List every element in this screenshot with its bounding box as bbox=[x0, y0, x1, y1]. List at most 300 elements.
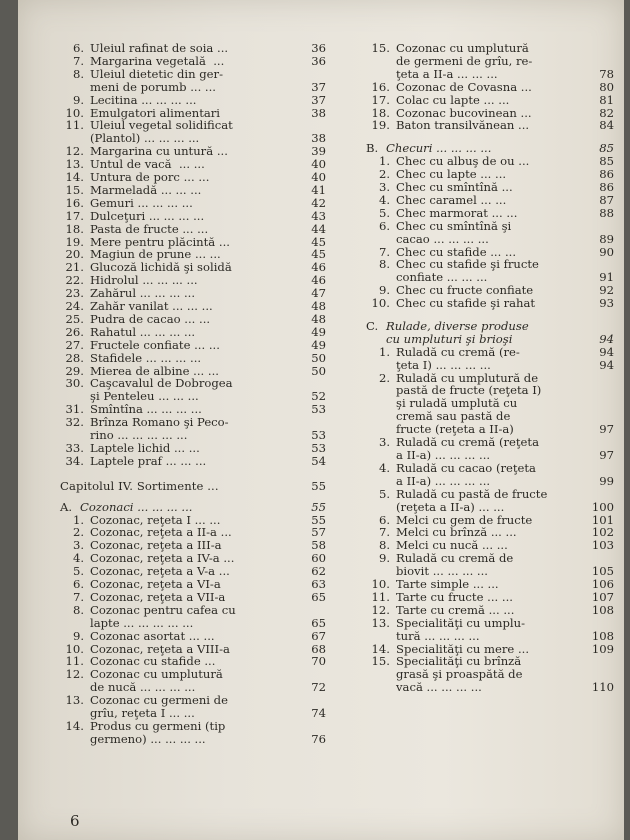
toc-entry bbox=[60, 223, 338, 236]
toc-entry-text: Smîntîna ... ... ... ... bbox=[90, 402, 202, 417]
toc-page-number: 108 bbox=[591, 628, 614, 643]
toc-page-number: 46 bbox=[311, 260, 326, 275]
toc-page-number: 74 bbox=[311, 705, 326, 720]
toc-entry-text: Cozonac, reţeta a III-a bbox=[90, 538, 222, 553]
toc-entry-number: C. bbox=[366, 319, 379, 333]
toc-entry-number: 10. bbox=[65, 641, 84, 656]
toc-entry-number: 2. bbox=[72, 525, 84, 540]
toc-page-number: 49 bbox=[311, 337, 326, 352]
toc-entry-number: 7. bbox=[378, 244, 390, 259]
toc-entry bbox=[366, 258, 616, 284]
toc-entry-number: A. bbox=[60, 499, 73, 514]
toc-entry-text: Specialităţi cu umplu- bbox=[396, 615, 525, 630]
toc-page-number: 82 bbox=[599, 105, 614, 120]
toc-page-number: 105 bbox=[591, 564, 614, 579]
toc-page-number: 36 bbox=[311, 53, 326, 68]
toc-entry-text: Gemuri ... ... ... ... bbox=[90, 195, 193, 210]
toc-entry-text: Mere pentru plăcintă ... bbox=[90, 234, 230, 249]
toc-entry-text: de nucă ... ... ... ... bbox=[90, 680, 196, 695]
toc-entry-text: tură ... ... ... ... bbox=[396, 628, 480, 643]
toc-page-number: 102 bbox=[591, 525, 614, 540]
toc-entry-number: 5. bbox=[378, 486, 390, 501]
toc-entry bbox=[366, 578, 616, 591]
toc-entry-text: Chec cu stafide şi rahat bbox=[396, 296, 536, 311]
toc-entry bbox=[60, 42, 338, 55]
toc-entry-text: Glucoză lichidă şi solidă bbox=[90, 260, 232, 275]
toc-entry-text: Hidrolul ... ... ... ... bbox=[90, 273, 198, 288]
toc-entry-number: 26. bbox=[65, 324, 84, 339]
toc-entry-text: Chec cu stafide ... ... bbox=[396, 244, 517, 259]
toc-page-number: 53 bbox=[311, 440, 326, 455]
toc-entry-number: 16. bbox=[65, 195, 84, 210]
toc-entry-number: 12. bbox=[371, 602, 390, 617]
toc-page-number: 68 bbox=[311, 641, 326, 656]
toc-entry-text: Uleiul dietetic din ger- bbox=[90, 66, 223, 81]
toc-entry-number: 10. bbox=[65, 105, 84, 120]
toc-entry-text: Cozonac asortat ... ... bbox=[90, 628, 215, 643]
toc-entry-text: Cozonac cu stafide ... bbox=[90, 654, 216, 669]
toc-page-number: 108 bbox=[591, 602, 614, 617]
toc-entry bbox=[60, 591, 338, 604]
toc-entry-number: 20. bbox=[65, 247, 84, 262]
toc-entry-text: Stafidele ... ... ... ... bbox=[90, 350, 202, 365]
toc-entry-text: Chec cu fructe confiate bbox=[396, 283, 534, 298]
toc-entry-text: Zahăr vanilat ... ... ... bbox=[90, 299, 213, 313]
toc-entry-text: Cozonac, reţeta a VIII-a bbox=[90, 641, 230, 656]
toc-page-number: 97 bbox=[599, 422, 614, 437]
toc-entry-text: Laptele lichid ... ... bbox=[90, 440, 200, 455]
toc-page-number: 41 bbox=[311, 182, 326, 197]
toc-entry-text: Produs cu germeni (tip bbox=[90, 718, 226, 733]
toc-page-number: 40 bbox=[311, 170, 326, 184]
toc-entry-number: 21. bbox=[65, 260, 84, 275]
toc-entry bbox=[366, 207, 616, 220]
toc-entry bbox=[366, 591, 616, 604]
toc-entry-number: 8. bbox=[378, 538, 390, 553]
toc-chapter-heading bbox=[60, 480, 338, 493]
toc-entry-text: ţeta a II-a ... ... ... bbox=[396, 66, 498, 81]
toc-page-number: 84 bbox=[599, 118, 614, 133]
toc-entry-text: Laptele praf ... ... ... bbox=[90, 453, 207, 468]
toc-page-number: 47 bbox=[311, 286, 326, 301]
toc-entry bbox=[366, 604, 616, 617]
toc-entry-text: Uleiul rafinat de soia ... bbox=[90, 41, 229, 55]
toc-page-number: 109 bbox=[591, 641, 614, 656]
toc-entry-number: 3. bbox=[72, 538, 84, 553]
toc-entry bbox=[60, 68, 338, 94]
toc-entry-text: Melci cu nucă ... ... bbox=[396, 538, 508, 553]
toc-page-number: 63 bbox=[311, 577, 326, 591]
toc-section-heading bbox=[60, 501, 338, 514]
toc-entry-text: Margarina vegetală ... bbox=[90, 53, 225, 68]
toc-page-number: 89 bbox=[599, 231, 614, 246]
toc-entry bbox=[60, 377, 338, 403]
toc-entry-number: 9. bbox=[72, 92, 84, 107]
toc-page-number: 49 bbox=[311, 324, 326, 339]
toc-entry-number: 17. bbox=[371, 92, 390, 107]
toc-entry-text: Tarte simple ... ... bbox=[396, 577, 499, 591]
toc-entry-text: Ruladă cu cacao (reţeta bbox=[396, 460, 536, 475]
toc-page-number: 48 bbox=[311, 311, 326, 326]
toc-entry-number: 14. bbox=[371, 641, 390, 656]
toc-page-number: 76 bbox=[311, 731, 326, 746]
toc-entry bbox=[366, 220, 616, 246]
toc-entry-text: Chec cu lapte ... ... bbox=[396, 167, 507, 182]
toc-entry-text: Ruladă cu pastă de fructe bbox=[396, 486, 548, 501]
toc-entry-text: de germeni de grîu, re- bbox=[396, 53, 533, 68]
toc-entry bbox=[366, 488, 616, 514]
toc-entry bbox=[366, 94, 616, 107]
toc-entry-number: 8. bbox=[72, 602, 84, 617]
toc-page-number: 103 bbox=[591, 538, 614, 553]
toc-entry-text: Ruladă cu umplutură de bbox=[396, 370, 539, 385]
toc-entry-number: 7. bbox=[72, 53, 84, 68]
toc-entry-number: 9. bbox=[378, 283, 390, 298]
toc-entry-number: 6. bbox=[378, 512, 390, 527]
toc-page-number: 60 bbox=[311, 551, 326, 566]
toc-entry-text: Mierea de albine ... ... bbox=[90, 363, 219, 378]
toc-page-number: 65 bbox=[311, 615, 326, 630]
toc-page-number: 39 bbox=[311, 144, 326, 159]
toc-page-number: 48 bbox=[311, 299, 326, 313]
toc-entry-number: 15. bbox=[371, 654, 390, 669]
toc-entry-text: Untura de porc ... ... bbox=[90, 170, 210, 184]
toc-page-number: 53 bbox=[311, 427, 326, 442]
toc-page-number: 80 bbox=[599, 79, 614, 94]
toc-entry-text: pastă de fructe (reţeta I) bbox=[396, 383, 542, 398]
toc-entry-number: 29. bbox=[65, 363, 84, 378]
toc-entry bbox=[366, 194, 616, 207]
toc-entry-number: 4. bbox=[378, 460, 390, 475]
toc-page-number: 40 bbox=[311, 157, 326, 172]
toc-entry-number: 11. bbox=[65, 118, 84, 133]
toc-entry-text: Pudra de cacao ... ... bbox=[90, 311, 211, 326]
toc-entry-number: 8. bbox=[378, 257, 390, 272]
toc-entry-text: Pasta de fructe ... ... bbox=[90, 221, 209, 236]
toc-page-number: 43 bbox=[311, 208, 326, 223]
toc-page-number: 65 bbox=[311, 589, 326, 604]
toc-page-number: 92 bbox=[599, 283, 614, 298]
toc-entry bbox=[60, 184, 338, 197]
toc-entry bbox=[60, 55, 338, 68]
toc-entry-text: şi Penteleu ... ... ... bbox=[90, 389, 199, 404]
toc-entry-text: Rahatul ... ... ... ... bbox=[90, 324, 196, 339]
toc-page-number: 110 bbox=[591, 680, 614, 695]
toc-entry-text: Brînza Romano şi Peco- bbox=[90, 415, 229, 430]
toc-page-number: 99 bbox=[599, 473, 614, 488]
toc-entry bbox=[60, 210, 338, 223]
toc-page-number: 93 bbox=[599, 296, 614, 311]
toc-entry-text: (reţeta a II-a) ... ... bbox=[396, 499, 505, 514]
toc-page-number: 52 bbox=[311, 389, 326, 404]
page-number: 6 bbox=[70, 812, 80, 830]
toc-entry-number: 6. bbox=[72, 41, 84, 55]
toc-entry-text: Cozonaci ... ... ... ... bbox=[80, 499, 193, 514]
toc-page-number: 101 bbox=[591, 512, 614, 527]
toc-entry-number: 6. bbox=[378, 218, 390, 233]
toc-page-number: 58 bbox=[311, 538, 326, 553]
toc-entry-number: 19. bbox=[371, 118, 390, 133]
toc-entry bbox=[366, 297, 616, 310]
toc-entry-text: lapte ... ... ... ... ... bbox=[90, 615, 194, 630]
toc-page-number: 94 bbox=[599, 331, 614, 346]
toc-entry-text: Colac cu lapte ... ... bbox=[396, 92, 510, 107]
toc-page-number: 72 bbox=[311, 680, 326, 695]
toc-page-number: 94 bbox=[599, 357, 614, 372]
toc-entry bbox=[60, 326, 338, 339]
toc-entry bbox=[60, 94, 338, 107]
toc-entry-text: Melci cu brînză ... ... bbox=[396, 525, 517, 540]
toc-entry-number: 6. bbox=[72, 577, 84, 591]
toc-entry-text: Dulceţuri ... ... ... ... bbox=[90, 208, 205, 223]
toc-page-number: 86 bbox=[599, 180, 614, 194]
toc-page-number: 70 bbox=[311, 654, 326, 669]
toc-entry-text: Margarina cu untură ... bbox=[90, 144, 228, 159]
toc-entry-number: 4. bbox=[378, 192, 390, 207]
toc-entry-number: 9. bbox=[378, 551, 390, 566]
toc-entry-text: cu umpluturi şi brioşi bbox=[386, 331, 513, 346]
toc-entry-text: Specialităţi cu brînză bbox=[396, 654, 522, 669]
toc-entry bbox=[366, 462, 616, 488]
toc-entry-text: germeno) ... ... ... ... bbox=[90, 731, 206, 746]
toc-entry-text: Chec cu stafide şi fructe bbox=[396, 257, 539, 272]
toc-entry-text: meni de porumb ... ... bbox=[90, 79, 216, 94]
toc-page-number: 85 bbox=[599, 141, 614, 156]
toc-entry-number: 18. bbox=[65, 221, 84, 236]
toc-entry bbox=[366, 346, 616, 372]
toc-entry-text: vacă ... ... ... ... bbox=[396, 680, 482, 695]
toc-entry-number: 14. bbox=[65, 718, 84, 733]
toc-entry-number: 11. bbox=[65, 654, 84, 669]
toc-entry-number: 30. bbox=[65, 376, 84, 391]
toc-entry-text: Cozonac, reţeta a VII-a bbox=[90, 589, 226, 604]
toc-entry-number: 1. bbox=[378, 154, 390, 169]
toc-entry-text: Chec cu smîntînă şi bbox=[396, 218, 512, 233]
toc-entry-number: 18. bbox=[371, 105, 390, 120]
toc-entry-number: 16. bbox=[371, 79, 390, 94]
toc-entry-text: fructe (reţeta a II-a) bbox=[396, 422, 514, 437]
toc-entry bbox=[60, 442, 338, 455]
toc-entry-text: Checuri ... ... ... ... bbox=[386, 141, 492, 156]
toc-entry-text: Rulade, diverse produse bbox=[386, 319, 529, 333]
toc-page-number: 37 bbox=[311, 92, 326, 107]
toc-entry-number: 23. bbox=[65, 286, 84, 301]
toc-page-number: 94 bbox=[599, 344, 614, 359]
toc-page-number: 37 bbox=[311, 79, 326, 94]
toc-page-number: 107 bbox=[591, 589, 614, 604]
toc-page-number: 44 bbox=[311, 221, 326, 236]
toc-entry bbox=[60, 300, 338, 313]
toc-page-number: 55 bbox=[311, 499, 326, 514]
toc-entry-text: Cozonac bucovinean ... bbox=[396, 105, 532, 120]
toc-entry-number: 1. bbox=[378, 344, 390, 359]
toc-page-number: 50 bbox=[311, 363, 326, 378]
toc-entry bbox=[60, 578, 338, 591]
toc-entry bbox=[366, 617, 616, 643]
toc-entry-number: 13. bbox=[65, 157, 84, 172]
toc-page-number: 42 bbox=[311, 195, 326, 210]
toc-entry-text: Capitolul IV. Sortimente ... bbox=[60, 478, 219, 493]
toc-entry-number: 13. bbox=[65, 693, 84, 708]
toc-entry-text: Cozonac cu germeni de bbox=[90, 693, 228, 708]
toc-entry-number: 11. bbox=[371, 589, 390, 604]
toc-entry bbox=[60, 720, 338, 746]
toc-entry-text: Cozonac cu umplutură bbox=[396, 41, 529, 55]
toc-entry-text: Chec marmorat ... ... bbox=[396, 205, 518, 220]
toc-entry-number: 8. bbox=[72, 66, 84, 81]
toc-entry-text: Specialităţi cu mere ... bbox=[396, 641, 530, 656]
toc-page-number: 55 bbox=[311, 478, 326, 493]
toc-entry-text: Cozonac, reţeta a VI-a bbox=[90, 577, 221, 591]
toc-entry-text: Emulgatori alimentari bbox=[90, 105, 221, 120]
toc-page-number: 46 bbox=[311, 273, 326, 288]
toc-entry-number: 10. bbox=[371, 577, 390, 591]
toc-page-number: 87 bbox=[599, 192, 614, 207]
toc-entry bbox=[60, 668, 338, 694]
toc-page-number: 45 bbox=[311, 234, 326, 249]
toc-entry-number: 5. bbox=[72, 564, 84, 579]
toc-entry-text: Caşcavalul de Dobrogea bbox=[90, 376, 233, 391]
toc-entry-text: grasă şi proaspătă de bbox=[396, 667, 523, 682]
toc-entry bbox=[60, 339, 338, 352]
toc-entry-number: 12. bbox=[65, 667, 84, 682]
toc-entry-number: 9. bbox=[72, 628, 84, 643]
toc-entry bbox=[366, 655, 616, 694]
toc-entry bbox=[60, 352, 338, 365]
toc-entry bbox=[366, 81, 616, 94]
toc-entry bbox=[60, 171, 338, 184]
toc-page-number: 81 bbox=[599, 92, 614, 107]
toc-entry-text: Chec cu smîntînă ... bbox=[396, 180, 513, 194]
toc-entry bbox=[60, 313, 338, 326]
toc-entry bbox=[366, 372, 616, 437]
toc-entry-number: 3. bbox=[378, 435, 390, 450]
toc-entry-number: 31. bbox=[65, 402, 84, 417]
toc-entry-text: Fructele confiate ... ... bbox=[90, 337, 220, 352]
toc-entry-number: 15. bbox=[65, 182, 84, 197]
toc-entry bbox=[60, 197, 338, 210]
toc-entry bbox=[366, 181, 616, 194]
toc-entry-number: 7. bbox=[72, 589, 84, 604]
toc-entry bbox=[60, 604, 338, 630]
toc-entry bbox=[60, 630, 338, 643]
toc-entry bbox=[60, 455, 338, 468]
toc-entry-text: cremă sau pastă de bbox=[396, 409, 511, 424]
toc-entry-text: Baton transilvănean ... bbox=[396, 118, 530, 133]
toc-entry-number: 22. bbox=[65, 273, 84, 288]
book-page bbox=[18, 0, 624, 840]
toc-entry-number: 2. bbox=[378, 167, 390, 182]
toc-entry-text: Cozonac, reţeta a V-a ... bbox=[90, 564, 230, 579]
toc-entry-number: 3. bbox=[378, 180, 390, 194]
toc-entry-text: Untul de vacă ... ... bbox=[90, 157, 205, 172]
toc-entry-text: Cozonac pentru cafea cu bbox=[90, 602, 236, 617]
toc-page-number: 54 bbox=[311, 453, 326, 468]
toc-entry-number: 34. bbox=[65, 453, 84, 468]
toc-entry-text: Zahărul ... ... ... ... bbox=[90, 286, 196, 301]
toc-entry-number: 28. bbox=[65, 350, 84, 365]
toc-page-number: 78 bbox=[599, 66, 614, 81]
toc-entry-number: 2. bbox=[378, 370, 390, 385]
toc-entry-text: Magiun de prune ... ... bbox=[90, 247, 221, 262]
toc-entry-number: 5. bbox=[378, 205, 390, 220]
toc-entry-text: Ruladă cu cremă (re- bbox=[396, 344, 520, 359]
toc-entry-text: rino ... ... ... ... ... bbox=[90, 427, 188, 442]
toc-entry-text: cacao ... ... ... ... bbox=[396, 231, 489, 246]
toc-page-number: 97 bbox=[599, 447, 614, 462]
toc-entry-number: 33. bbox=[65, 440, 84, 455]
toc-entry-text: ţeta I) ... ... ... ... bbox=[396, 357, 491, 372]
toc-page-number: 36 bbox=[311, 41, 326, 55]
toc-page-number: 55 bbox=[311, 512, 326, 527]
toc-entry-text: Cozonac cu umplutură bbox=[90, 667, 223, 682]
toc-entry-text: Cozonac, reţeta a II-a ... bbox=[90, 525, 232, 540]
toc-entry-text: Ruladă cu cremă (reţeta bbox=[396, 435, 539, 450]
toc-entry-number: 13. bbox=[371, 615, 390, 630]
toc-page-number: 38 bbox=[311, 131, 326, 146]
toc-entry-number: 25. bbox=[65, 311, 84, 326]
toc-entry-number: B. bbox=[366, 141, 379, 156]
toc-entry-number: 12. bbox=[65, 144, 84, 159]
toc-entry bbox=[60, 416, 338, 442]
toc-entry bbox=[366, 119, 616, 132]
toc-entry-text: şi ruladă umplută cu bbox=[396, 396, 518, 411]
toc-page-number: 67 bbox=[311, 628, 326, 643]
toc-entry-text: a II-a) ... ... ... ... bbox=[396, 473, 491, 488]
toc-entry bbox=[60, 694, 338, 720]
toc-entry-text: Tarte cu fructe ... ... bbox=[396, 589, 513, 604]
toc-page-number: 53 bbox=[311, 402, 326, 417]
toc-entry-number: 19. bbox=[65, 234, 84, 249]
toc-entry-text: Chec caramel ... ... bbox=[396, 192, 507, 207]
toc-page-number: 62 bbox=[311, 564, 326, 579]
toc-page-number: 57 bbox=[311, 525, 326, 540]
toc-entry-text: biovit ... ... ... ... bbox=[396, 564, 488, 579]
toc-entry-text: Uleiul vegetal solidificat bbox=[90, 118, 233, 133]
toc-entry-number: 14. bbox=[65, 170, 84, 184]
toc-entry bbox=[366, 552, 616, 578]
toc-entry-number: 10. bbox=[371, 296, 390, 311]
toc-entry-text: Cozonac, reţeta I ... ... bbox=[90, 512, 221, 527]
toc-page-number: 88 bbox=[599, 205, 614, 220]
toc-entry-text: Marmeladă ... ... ... bbox=[90, 182, 202, 197]
toc-page-number: 85 bbox=[599, 154, 614, 169]
toc-section-heading bbox=[366, 320, 616, 346]
toc-page-number: 100 bbox=[591, 499, 614, 514]
toc-page-number: 50 bbox=[311, 350, 326, 365]
toc-entry-text: Ruladă cu cremă de bbox=[396, 551, 514, 566]
toc-entry-number: 27. bbox=[65, 337, 84, 352]
toc-entry-number: 4. bbox=[72, 551, 84, 566]
toc-page-number: 86 bbox=[599, 167, 614, 182]
toc-entry-text: confiate ... ... ... bbox=[396, 270, 488, 285]
toc-entry-number: 17. bbox=[65, 208, 84, 223]
toc-page-number: 45 bbox=[311, 247, 326, 262]
toc-page-number: 90 bbox=[599, 244, 614, 259]
toc-entry-text: Melci cu gem de fructe bbox=[396, 512, 533, 527]
toc-entry-number: 15. bbox=[371, 41, 390, 55]
toc-entry-text: Chec cu albuş de ou ... bbox=[396, 154, 530, 169]
toc-entry-text: Cozonac de Covasna ... bbox=[396, 79, 532, 94]
toc-entry-text: grîu, reţeta I ... ... bbox=[90, 705, 195, 720]
toc-entry-number: 7. bbox=[378, 525, 390, 540]
toc-entry-text: (Plantol) ... ... ... ... bbox=[90, 131, 200, 146]
toc-page-number: 38 bbox=[311, 105, 326, 120]
toc-page-number: 91 bbox=[599, 270, 614, 285]
toc-entry-number: 24. bbox=[65, 299, 84, 313]
toc-page-number: 106 bbox=[591, 577, 614, 591]
toc-entry-number: 32. bbox=[65, 415, 84, 430]
